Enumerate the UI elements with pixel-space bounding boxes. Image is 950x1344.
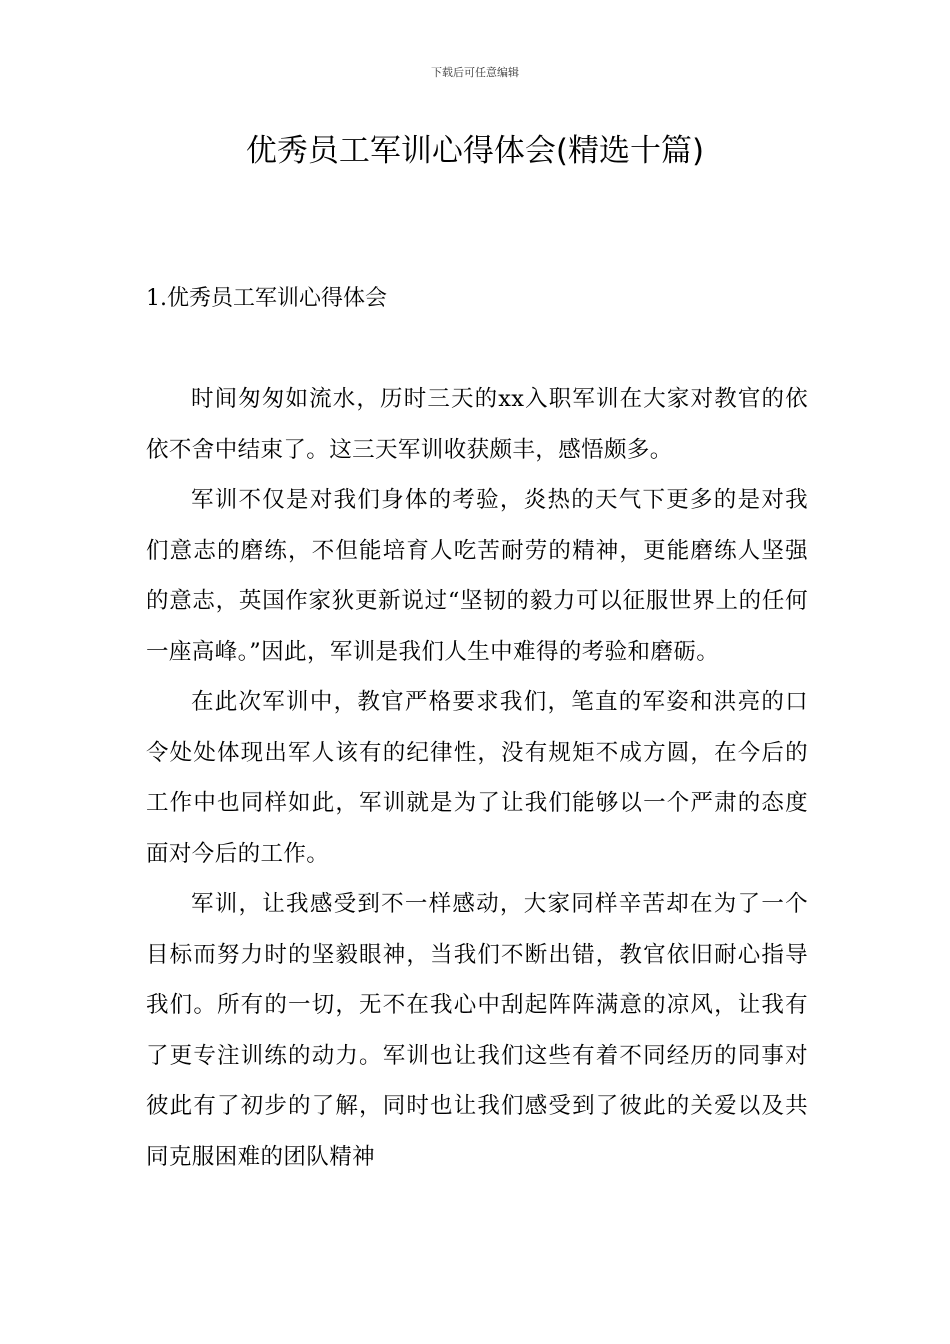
paragraph-2: 军训不仅是对我们身体的考验，炎热的天气下更多的是对我们意志的磨练，不但能培育人吃苦耐劳的精神，更能磨练人坚强的意志，英国作家狄更新说过“坚韧的毅力可以征服世界上的任何一座高峰。”因此，军训是我们人生中难得的考验和磨砺。 — [146, 487, 808, 665]
body-text — [146, 374, 808, 1182]
document-title: 优秀员工军训心得体会(精选十篇) — [245, 133, 705, 169]
paragraph-4: 军训，让我感受到不一样感动，大家同样辛苦却在为了一个目标而努力时的坚毅眼神，当我们不断出错，教官依旧耐心指导我们。所有的一切，无不在我心中刮起阵阵满意的凉风，让我有了更专注训练的动力。军训也让我们这些有着不同经历的同事对彼此有了初步的了解，同时也让我们感受到了彼此的关爱以及共同克服困难的团队精神 — [146, 891, 808, 1170]
paragraph-3: 在此次军训中，教官严格要求我们，笔直的军姿和洪亮的口令处处体现出军人该有的纪律性，没有规矩不成方圆，在今后的工作中也同样如此，军训就是为了让我们能够以一个严肃的态度面对今后的工作。 — [146, 689, 808, 867]
paragraph-1: 时间匆匆如流水，历时三天的xx入职军训在大家对教官的依依不舍中结束了。这三天军训收获颇丰，感悟颇多。 — [146, 386, 808, 463]
header-note: 下载后可任意编辑 — [431, 66, 519, 79]
section-heading: 1.优秀员工军训心得体会 — [146, 286, 387, 311]
